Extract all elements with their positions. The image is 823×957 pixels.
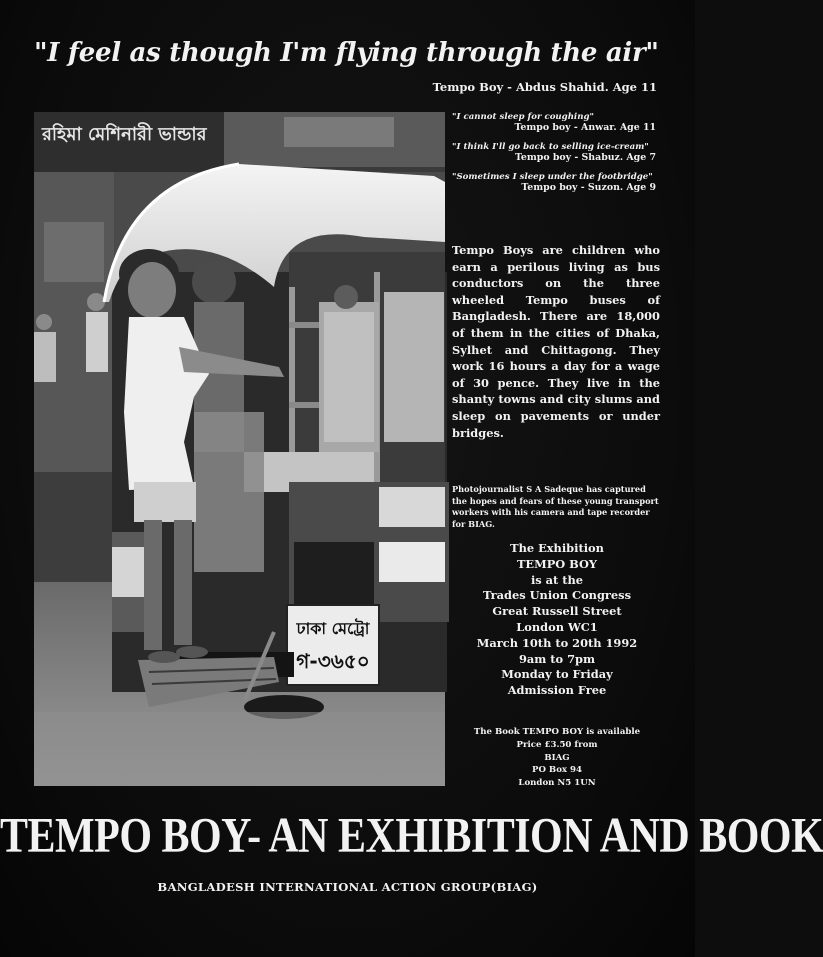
exhibition-line: Great Russell Street <box>492 604 622 619</box>
exhibition-line: Admission Free <box>507 683 607 698</box>
exhibition-line: Monday to Friday <box>501 667 613 682</box>
tempo-photo-illustration <box>34 112 445 786</box>
exhibition-line: is at the <box>530 572 584 587</box>
quote-credit: Tempo boy - Shabuz. Age 7 <box>515 152 656 163</box>
quote-item <box>452 172 658 193</box>
tempo-photo <box>34 112 445 786</box>
book-line: London N5 1UN <box>518 778 596 789</box>
exhibition-line: TEMPO BOY <box>516 556 598 571</box>
quote-credit: Tempo boy - Anwar. Age 11 <box>514 122 656 133</box>
exhibition-line: The Exhibition <box>510 541 604 555</box>
main-title: TEMPO BOY- AN EXHIBITION AND BOOK <box>0 808 823 864</box>
book-line: Price £3.50 from <box>516 739 598 750</box>
quote-item <box>452 142 658 163</box>
quotes-list <box>452 112 658 202</box>
quote-credit: Tempo boy - Suzon. Age 9 <box>521 182 656 193</box>
quote-text: "I think I'll go back to selling ice-cream" <box>452 142 649 152</box>
organization-name: BANGLADESH INTERNATIONAL ACTION GROUP(BIAG) <box>157 880 538 894</box>
number-plate-line2: গ-৩৬৫০ <box>296 649 370 673</box>
shop-sign-text: রহিমা মেশিনারী ভান্ডার <box>42 124 207 145</box>
exhibition-line: London WC1 <box>516 619 598 634</box>
quote-item <box>452 112 658 133</box>
number-plate-line1: ঢাকা মেট্রো <box>296 619 370 638</box>
quote-text: "I cannot sleep for coughing" <box>452 112 594 122</box>
book-line: The Book TEMPO BOY is available <box>473 727 641 737</box>
headline-quote: "I feel as though I'm flying through the air" <box>34 38 659 68</box>
exhibition-line: Trades Union Congress <box>483 588 631 603</box>
book-details <box>452 726 662 790</box>
headline-credit: Tempo Boy - Abdus Shahid. Age 11 <box>432 80 657 94</box>
book-line: PO Box 94 <box>531 765 582 776</box>
description-paragraph: Tempo Boys are children who earn a perilous living as bus conductors on the three wheeled Tempo buses of Bangladesh. There are 18,000 of them in the cities of Dhaka, Sylhet and Chittagong. They work 16 hours a day for a wage of 30 pence. They live in the shanty towns and city slums and sleep on pavements or under bridges. <box>452 243 660 440</box>
photographer-note: Photojournalist S A Sadeque has captured the hopes and fears of these young transport workers with his camera and tape recorder for BIAG. <box>452 484 659 529</box>
exhibition-line: March 10th to 20th 1992 <box>476 635 638 650</box>
quote-text: "Sometimes I sleep under the footbridge" <box>452 172 653 182</box>
exhibition-details <box>452 541 662 699</box>
book-line: BIAG <box>544 752 570 763</box>
number-plate <box>287 605 379 685</box>
exhibition-line: 9am to 7pm <box>518 651 596 666</box>
